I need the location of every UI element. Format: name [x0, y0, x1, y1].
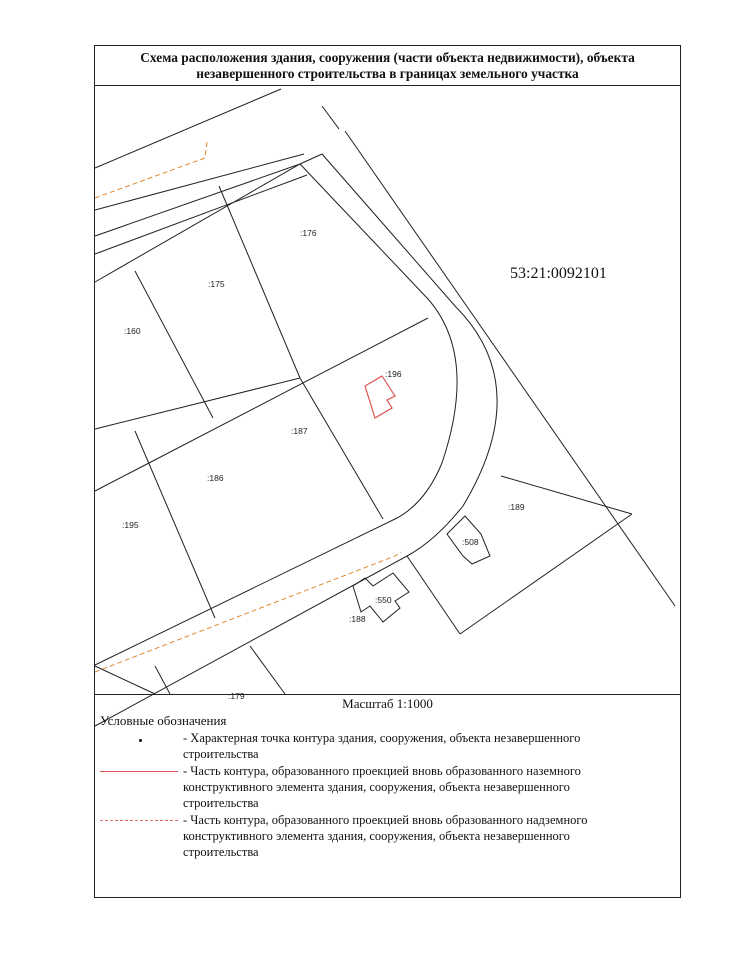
parcel-label-188: :188 — [349, 614, 366, 624]
legend-item-1: - Характерная точка контура здания, сооружения, объекта незавершенного строительства — [183, 731, 581, 761]
document-frame — [94, 45, 681, 898]
parcel-line-d — [95, 318, 428, 491]
road-dashed-lower — [95, 552, 401, 672]
building-196-contour — [365, 376, 395, 418]
parcel-label-176: :176 — [300, 228, 317, 238]
legend-item-2: - Часть контура, образованного проекцией вновь образованного наземного конструктивного элемента здания, сооружения, объекта незавершенного строительства — [183, 764, 581, 810]
parcel-line-g — [135, 431, 215, 618]
title-line-1: Схема расположения здания, сооружения (части объекта недвижимости), объекта — [140, 50, 635, 65]
road-outer-edge — [95, 154, 497, 726]
street-upper-edge — [95, 154, 322, 282]
parcel-label-160: :160 — [124, 326, 141, 336]
road-stub — [322, 106, 339, 129]
legend-title: Условные обозначения — [100, 713, 227, 728]
map-drawing — [95, 86, 680, 701]
parcel-label-189: :189 — [508, 502, 525, 512]
parcel-label-187: :187 — [291, 426, 308, 436]
road-edge-top — [95, 89, 281, 168]
parcel-label-195: :195 — [122, 520, 139, 530]
document-title — [95, 46, 680, 86]
parcel-line-m — [155, 666, 170, 694]
parcel-line-b — [135, 271, 213, 418]
parcel-line-e — [95, 378, 300, 429]
cadastral-block-number: 53:21:0092101 — [510, 265, 607, 282]
parcel-line-c — [219, 186, 300, 378]
parcel-label-175: :175 — [208, 279, 225, 289]
parcel-line-i — [460, 514, 632, 634]
parcel-line-k — [250, 646, 285, 694]
block-outline — [95, 164, 457, 665]
legend-item-3: - Часть контура, образованного проекцией вновь образованного надземного конструктивного элемента здания, сооружения, объекта незавершенного строительства — [183, 813, 588, 859]
road-dashed-upper — [95, 142, 207, 198]
road-edge-1 — [95, 154, 304, 210]
parcel-label-508: :508 — [462, 537, 479, 547]
parcel-label-186: :186 — [207, 473, 224, 483]
parcel-label-179: :179 — [228, 691, 245, 701]
parcel-line-h — [407, 556, 460, 634]
parcel-line-a — [95, 164, 300, 236]
scale-divider — [95, 694, 680, 695]
parcel-line-l — [95, 666, 155, 694]
title-line-2: незавершенного строительства в границах земельного участка — [196, 66, 579, 81]
legend-solid-line-sample — [100, 771, 178, 772]
cadastral-map — [95, 86, 680, 701]
legend-point-marker — [139, 739, 142, 742]
parcel-line-f — [300, 378, 383, 519]
parcel-label-196: :196 — [385, 369, 402, 379]
legend-dashdot-line-sample — [100, 820, 178, 821]
parcel-label-550: :550 — [375, 595, 392, 605]
scale-label: Масштаб 1:1000 — [342, 696, 433, 711]
